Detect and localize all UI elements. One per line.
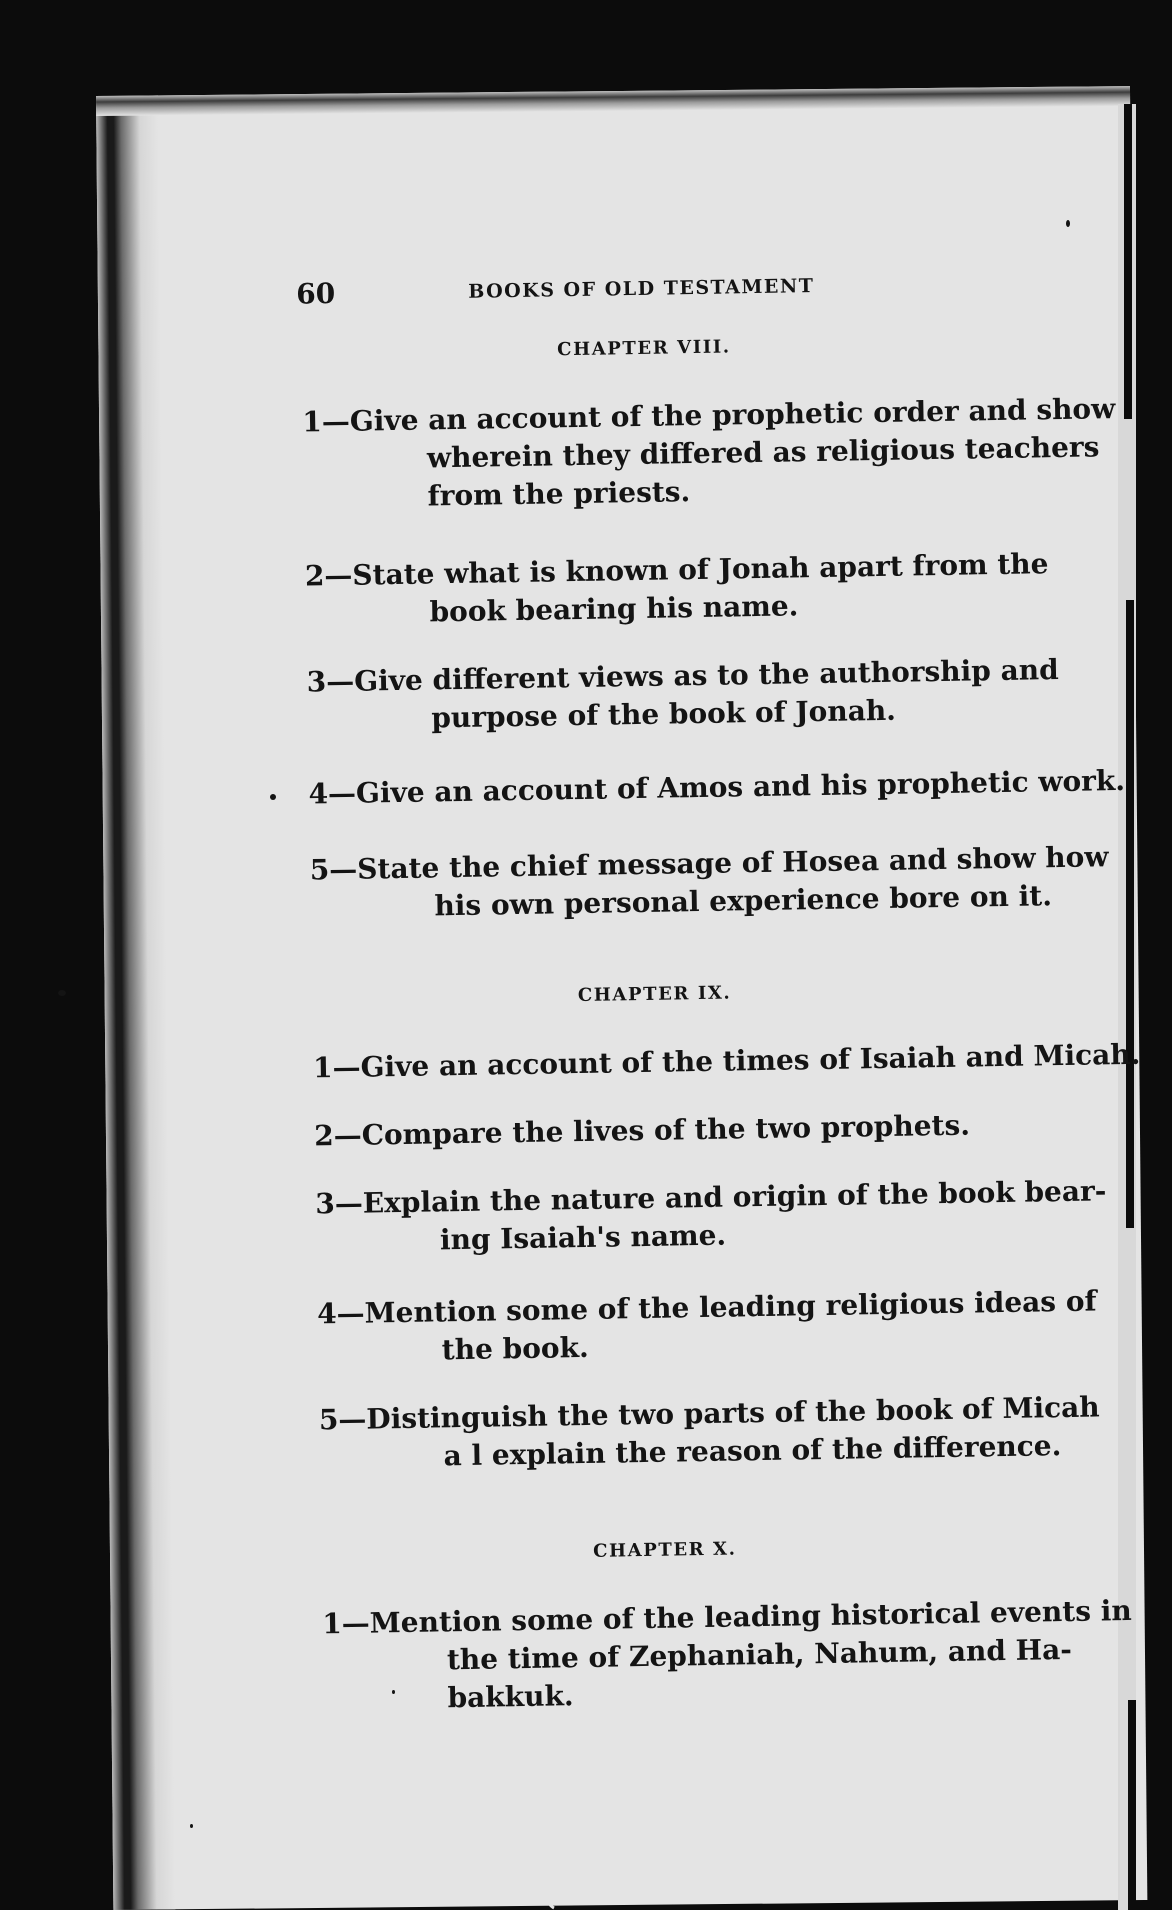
question-line: the book. [441,1330,589,1367]
question-line: 4—Give an account of Amos and his prophetic work. [308,763,1126,811]
ink-speck [392,1690,395,1694]
question-line: wherein they differed as religious teachers [426,430,1100,475]
question-line: 1—Give an account of the prophetic order and show [302,392,1116,439]
ink-speck [58,990,66,996]
question-line: 5—State the chief message of Hosea and show how [309,840,1109,887]
question-item [319,1388,1101,1477]
question-line: 1—Give an account of the times of Isaiah and Micah. [312,1037,1141,1085]
question-item [305,545,1050,633]
ink-speck [1066,220,1070,227]
question-line: 2—State what is known of Jonah apart from the [304,547,1049,593]
ink-speck [270,794,276,800]
chapter-heading: CHAPTER X. [592,1538,737,1562]
chapter-heading: CHAPTER VIII. [557,336,731,361]
question-line: his own personal experience bore on it. [434,879,1053,923]
question-item [302,390,1117,517]
question-line: bakkuk. [447,1679,574,1715]
question-line: 2—Compare the lives of the two prophets. [313,1108,971,1153]
question-item [306,651,1059,739]
question-line: 3—Give different views as to the authorship and [306,653,1059,699]
question-line: book bearing his name. [429,589,799,629]
chapter-heading: CHAPTER IX. [577,982,732,1007]
page-number: 60 [295,276,336,311]
question-item [314,1107,970,1156]
running-title: BOOKS OF OLD TESTAMENT [468,275,815,303]
scan-artifact [520,1876,560,1910]
question-item [322,1592,1133,1719]
question-line: a l explain the reason of the difference. [443,1429,1062,1473]
ink-speck [190,1824,193,1828]
question-item [309,838,1109,927]
question-line: the time of Zephaniah, Nahum, and Ha- [446,1632,1073,1677]
question-item [308,762,1125,814]
running-head [296,268,857,317]
question-line: 4—Mention some of the leading religious ideas of [316,1284,1097,1331]
question-line: purpose of the book of Jonah. [431,693,897,735]
question-item [317,1282,1098,1371]
question-line: 3—Explain the nature and origin of the book bear- [315,1174,1107,1221]
question-item [315,1172,1107,1261]
question-item [313,1036,1141,1088]
question-line: ing Isaiah's name. [439,1218,727,1257]
question-line: 5—Distinguish the two parts of the book of Micah [318,1390,1100,1437]
question-line: 1—Mention some of the leading historical events in [322,1593,1132,1641]
question-line: from the priests. [427,475,691,513]
